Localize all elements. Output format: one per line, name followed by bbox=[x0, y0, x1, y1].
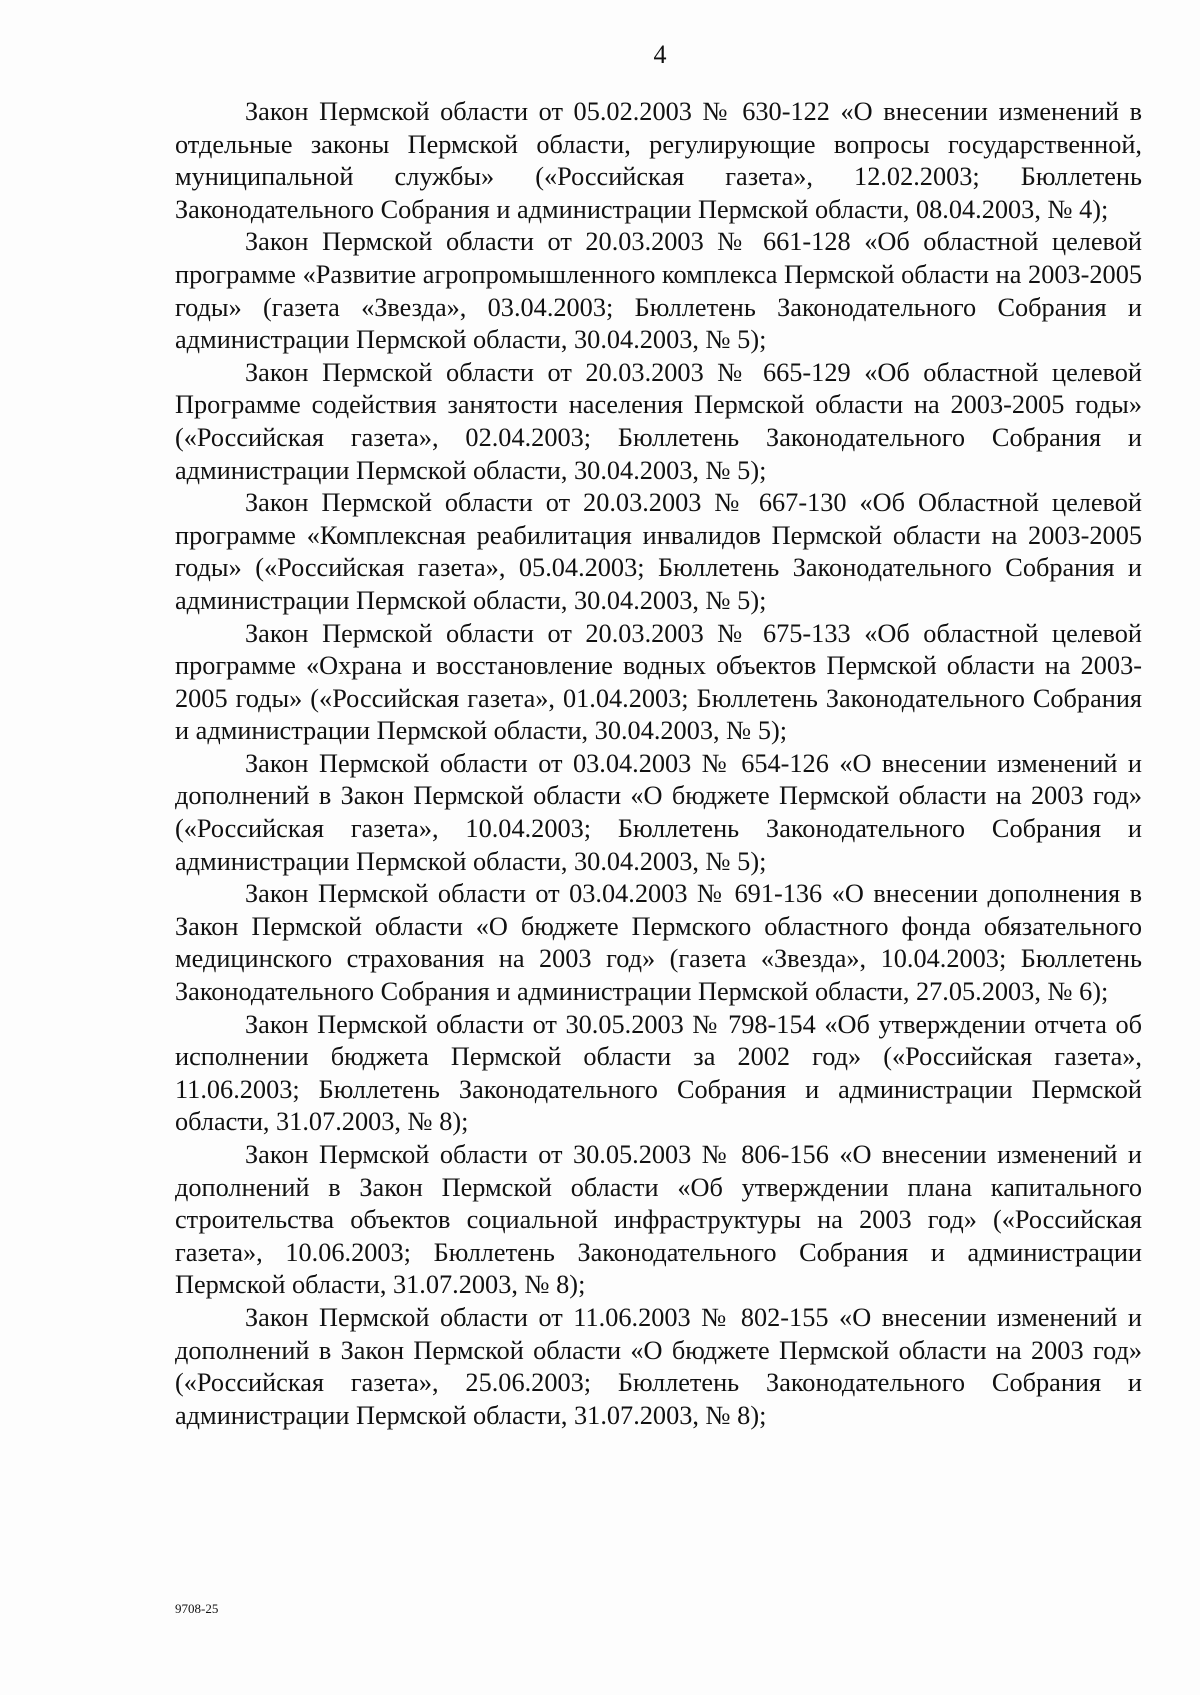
law-entry-5: Закон Пермской области от 20.03.2003 № 675-133 «Об областной целевой программе «Охрана и восстановление водных объектов Пермской области на 2003-2005 годы» («Российская газета», 01.04.2003; Бюллетень Законодательного Собрания и администрации Пермской области, 30.04.2003, № 5); bbox=[175, 618, 1142, 746]
law-entry-8: Закон Пермской области от 30.05.2003 № 798-154 «Об утверждении отчета об исполнении бюджета Пермской области за 2002 год» («Российская газета», 11.06.2003; Бюллетень Законодательного Собрания и администрации Пермской области, 31.07.2003, № 8); bbox=[175, 1009, 1142, 1137]
document-body bbox=[175, 96, 1142, 1432]
law-entry-10: Закон Пермской области от 11.06.2003 № 802-155 «О внесении изменений и дополнений в Закон Пермской области «О бюджете Пермской области на 2003 год» («Российская газета», 25.06.2003; Бюллетень Законодательного Собрания и администрации Пермской области, 31.07.2003, № 8); bbox=[175, 1302, 1142, 1430]
law-entry-4: Закон Пермской области от 20.03.2003 № 667-130 «Об Областной целевой программе «Комплексная реабилитация инвалидов Пермской области на 2003-2005 годы» («Российская газета», 05.04.2003; Бюллетень Законодательного Собрания и администрации Пермской области, 30.04.2003, № 5); bbox=[175, 488, 1142, 615]
law-entry-6: Закон Пермской области от 03.04.2003 № 654-126 «О внесении изменений и дополнений в Закон Пермской области «О бюджете Пермской области на 2003 год» («Российская газета», 10.04.2003; Бюллетень Законодательного Собрания и администрации Пермской области, 30.04.2003, № 5); bbox=[175, 748, 1142, 876]
law-entry-3: Закон Пермской области от 20.03.2003 № 665-129 «Об областной целевой Программе содействия занятости населения Пермской области на 2003-2005 годы» («Российская газета», 02.04.2003; Бюллетень Законодательного Собрания и администрации Пермской области, 30.04.2003, № 5); bbox=[175, 357, 1142, 485]
law-entry-7: Закон Пермской области от 03.04.2003 № 691-136 «О внесении дополнения в Закон Пермской области «О бюджете Пермского областного фонда обязательного медицинского страхования на 2003 год» (газета «Звезда», 10.04.2003; Бюллетень Законодательного Собрания и администрации Пермской области, 27.05.2003, № 6); bbox=[175, 879, 1142, 1007]
law-entry-2: Закон Пермской области от 20.03.2003 № 661-128 «Об областной целевой программе «Развитие агропромышленного комплекса Пермской области на 2003-2005 годы» (газета «Звезда», 03.04.2003; Бюллетень Законодательного Собрания и администрации Пермской области, 30.04.2003, № 5); bbox=[175, 227, 1142, 355]
page-number: 4 bbox=[653, 40, 667, 69]
law-entry-9: Закон Пермской области от 30.05.2003 № 806-156 «О внесении изменений и дополнений в Закон Пермской области «Об утверждении плана капитального строительства объектов социальной инфраструктуры на 2003 год» («Российская газета», 10.06.2003; Бюллетень Законодательного Собрания и администрации Пермской области, 31.07.2003, № 8); bbox=[175, 1140, 1142, 1300]
law-entry-1: Закон Пермской области от 05.02.2003 № 630-122 «О внесении изменений в отдельные законы Пермской области, регулирующие вопросы государственной, муниципальной службы» («Российская газета», 12.02.2003; Бюллетень Законодательного Собрания и администрации Пермской области, 08.04.2003, № 4); bbox=[175, 97, 1142, 224]
footer-document-code: 9708-25 bbox=[175, 1601, 219, 1616]
